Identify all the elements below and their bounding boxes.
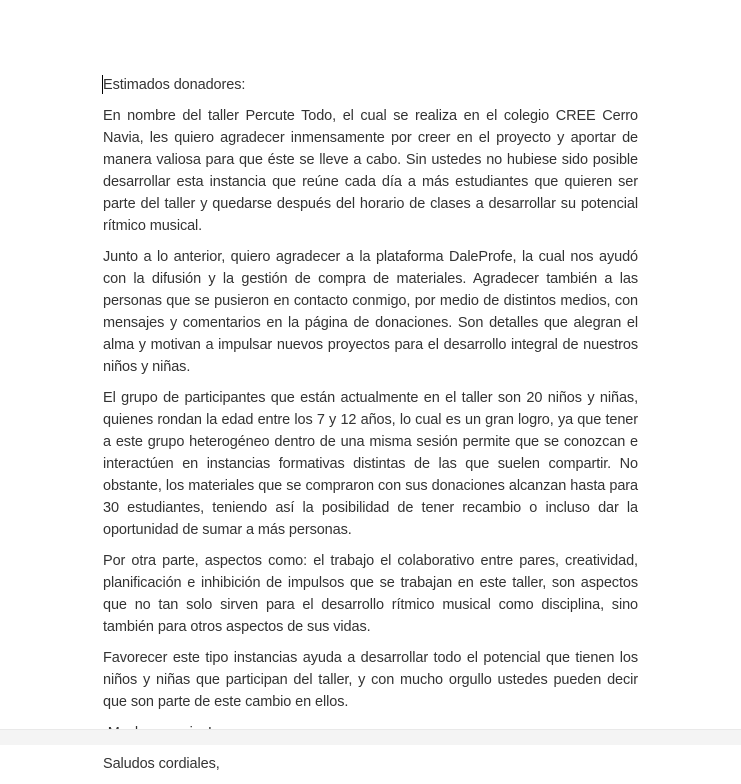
paragraph-participants[interactable]: El grupo de participantes que están actualmente en el taller son 20 niños y niñas, quienes rondan la edad entre los 7 y 12 años, lo cual es un gran logro, ya que tener a este grupo heterogéneo dentro de una misma sesión permite que se conozcan e interactúen en instancias formativas distintas de las que suelen compartir. No obstante, los materiales que se compraron con sus donaciones alcanzan hasta para 30 estudiantes, teniendo así la posibilidad de tener recambio o incluso dar la oportunidad de sumar a más personas.: [103, 390, 638, 538]
signoff-line[interactable]: Saludos cordiales,: [103, 756, 220, 772]
paragraph-daleprofe[interactable]: Junto a lo anterior, quiero agradecer a la plataforma DaleProfe, la cual nos ayudó con la difusión y la gestión de compra de materiales. Agradecer también a las personas que se pusieron en contacto conmigo, por medio de distintos medios, con mensajes y comentarios en la página de donaciones. Son detalles que alegran el alma y motivan a impulsar nuevos proyectos para el desarrollo integral de nuestros niños y niñas.: [103, 249, 638, 375]
greeting-text: Estimados donadores:: [103, 77, 246, 93]
paragraph-intro[interactable]: En nombre del taller Percute Todo, el cual se realiza en el colegio CREE Cerro Navia, les quiero agradecer inmensamente por creer en el proyecto y aportar de manera valiosa para que éste se lleve a cabo. Sin ustedes no hubiese sido posible desarrollar esta instancia que reúne cada día a más estudiantes que quieren ser parte del taller y quedarse después del horario de clases a desarrollar su potencial rítmico musical.: [103, 108, 638, 234]
greeting-line[interactable]: [103, 74, 638, 96]
paragraph-favor[interactable]: Favorecer este tipo instancias ayuda a desarrollar todo el potencial que tienen los niños y niñas que participan del taller, y con mucho orgullo ustedes pueden decir que son parte de este cambio en ellos.: [103, 650, 638, 710]
text-caret: [102, 75, 103, 94]
status-bar: [0, 729, 741, 745]
paragraph-aspects[interactable]: Por otra parte, aspectos como: el trabajo el colaborativo entre pares, creatividad, planificación e inhibición de impulsos que se trabajan en este taller, son aspectos que no tan solo sirven para el desarrollo rítmico musical como disciplina, sino también para otros aspectos de sus vidas.: [103, 553, 638, 635]
letter-content: [103, 74, 638, 784]
